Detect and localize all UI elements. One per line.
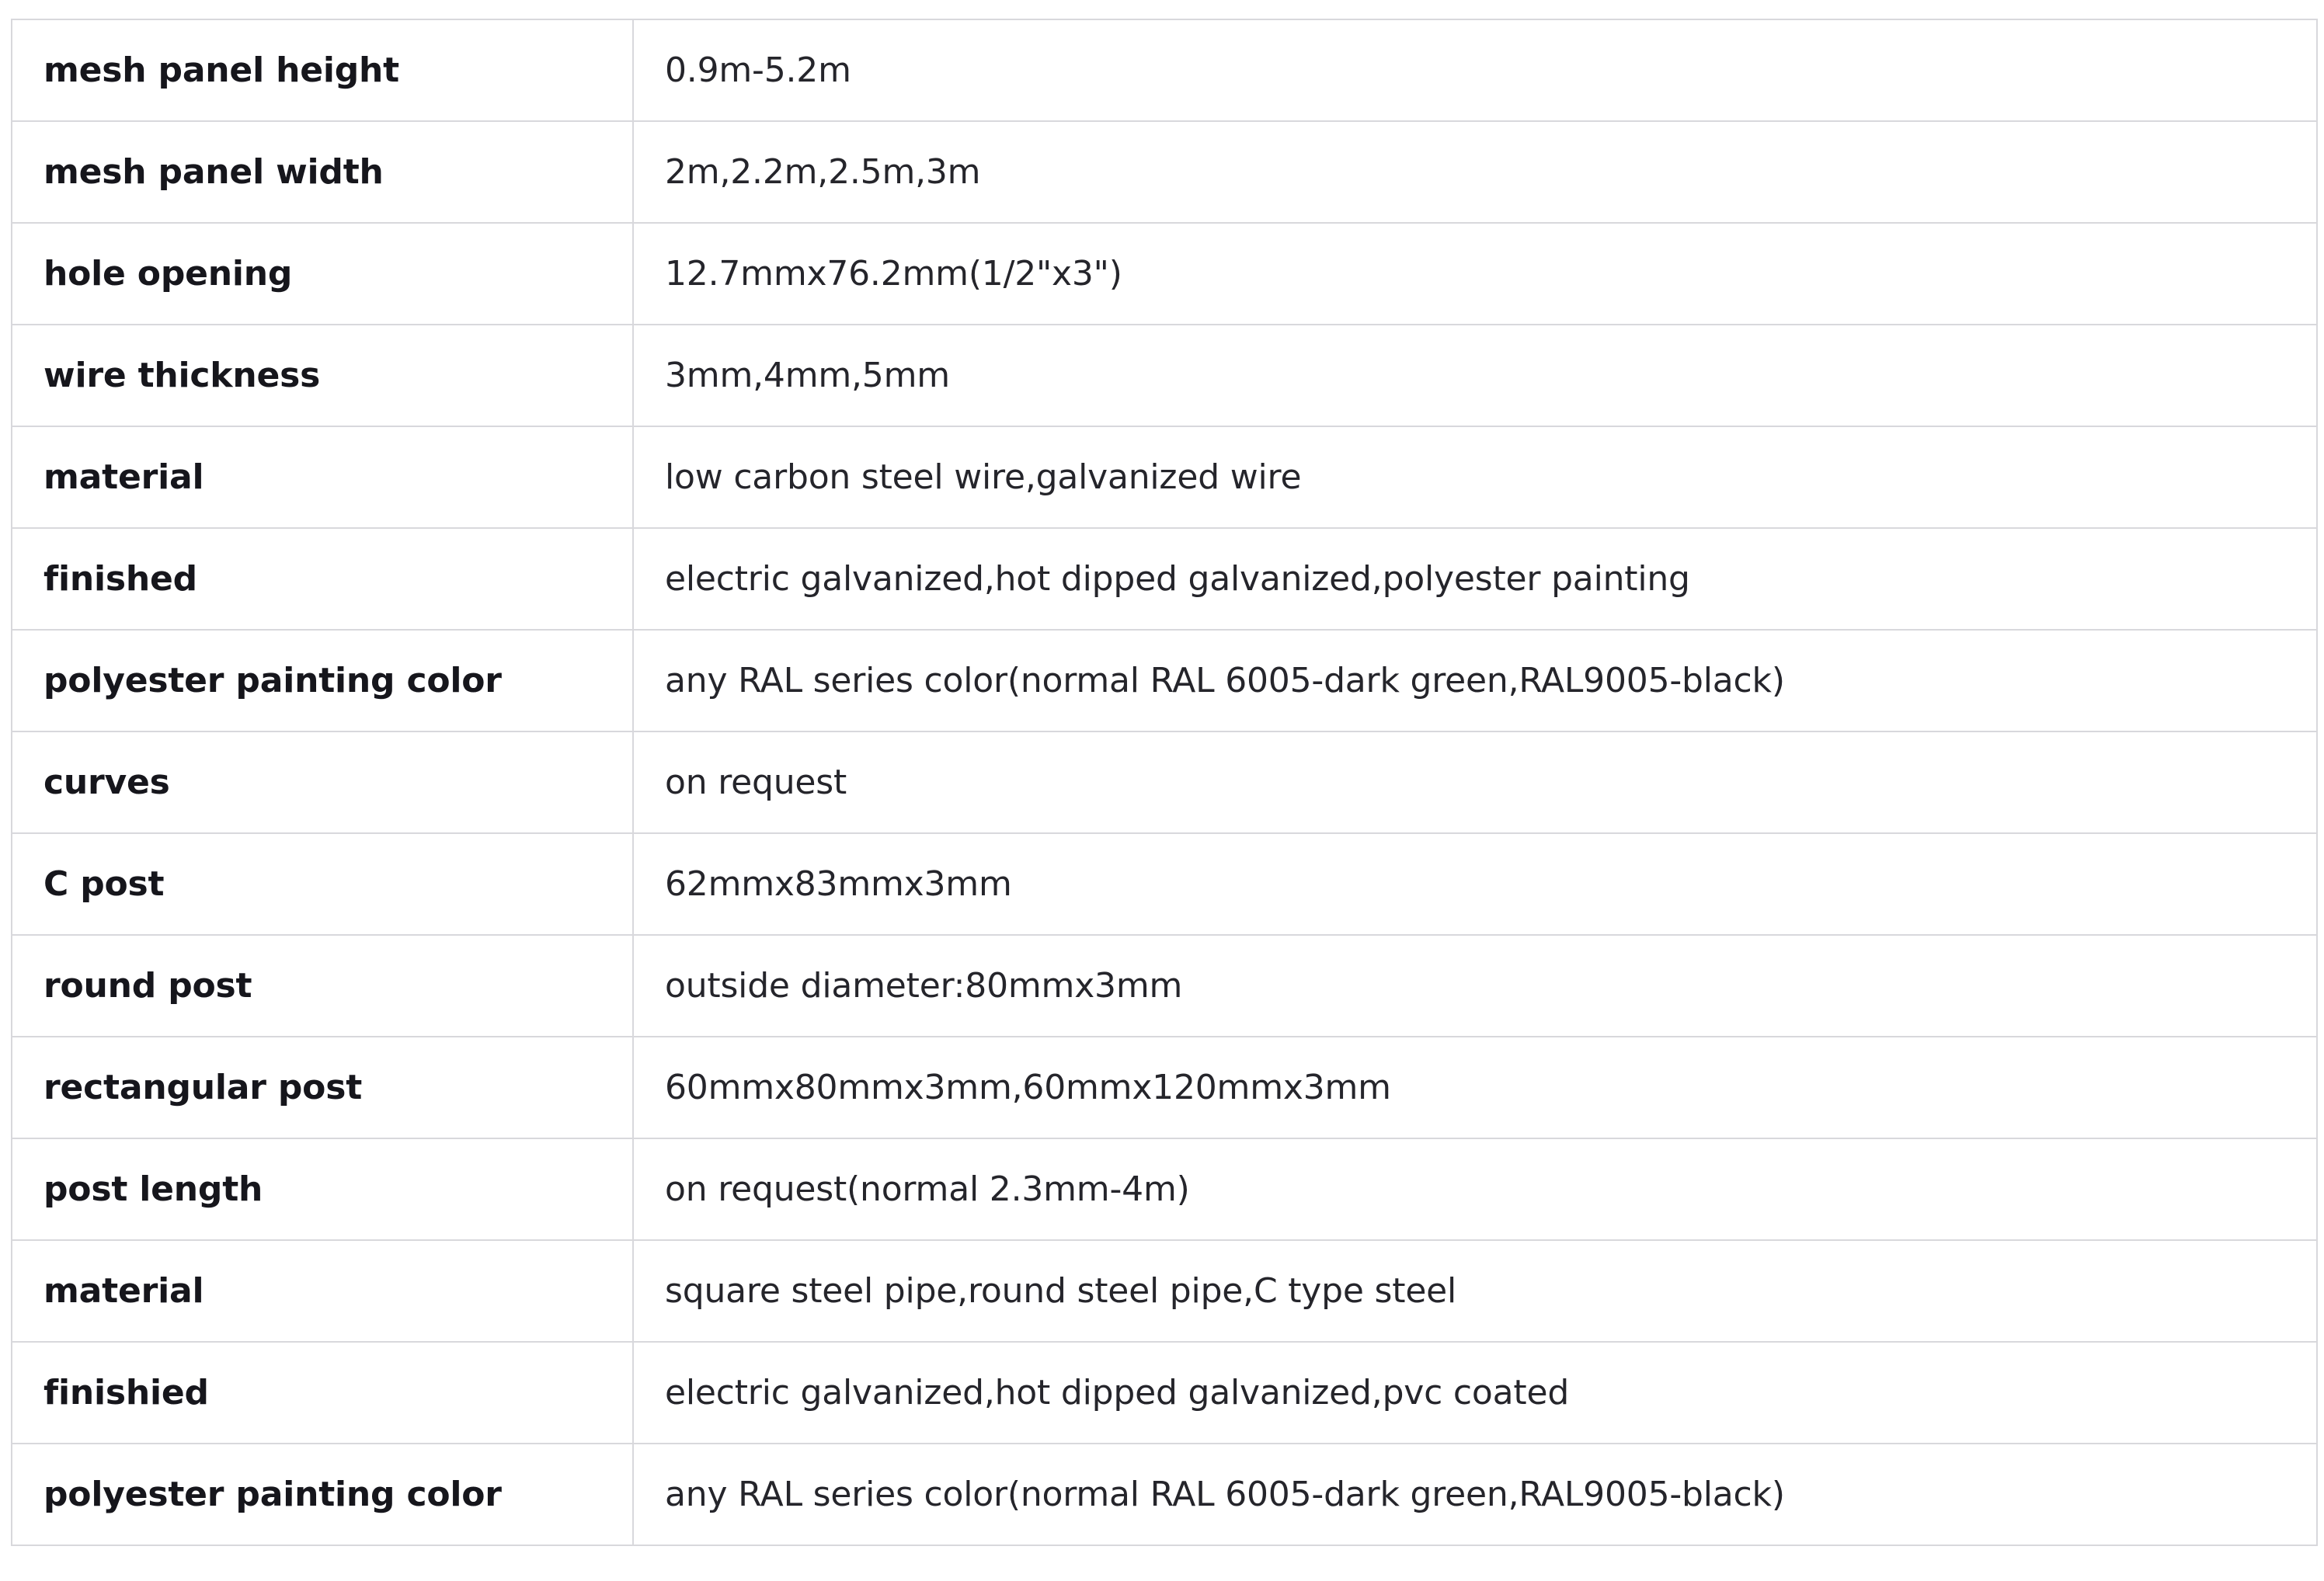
spec-label: curves (12, 731, 633, 833)
specification-table-body (12, 19, 2317, 1545)
specification-table-container (11, 19, 2316, 1546)
table-row (12, 426, 2317, 528)
table-row (12, 1037, 2317, 1138)
spec-label: finishied (12, 1342, 633, 1444)
spec-label: polyester painting color (12, 630, 633, 731)
table-row (12, 1240, 2317, 1342)
page-top-edge (0, 0, 2324, 11)
spec-label: round post (12, 935, 633, 1037)
table-row (12, 630, 2317, 731)
spec-value: 12.7mmx76.2mm(1/2"x3") (633, 223, 2317, 325)
spec-label: polyester painting color (12, 1444, 633, 1545)
table-row (12, 19, 2317, 121)
spec-value: 62mmx83mmx3mm (633, 833, 2317, 935)
spec-value: on request(normal 2.3mm-4m) (633, 1138, 2317, 1240)
spec-label: mesh panel width (12, 121, 633, 223)
spec-value: any RAL series color(normal RAL 6005-dark green,RAL9005-black) (633, 630, 2317, 731)
spec-value: electric galvanized,hot dipped galvanized,polyester painting (633, 528, 2317, 630)
table-row (12, 731, 2317, 833)
spec-value: 0.9m-5.2m (633, 19, 2317, 121)
spec-label: mesh panel height (12, 19, 633, 121)
table-row (12, 833, 2317, 935)
spec-label: C post (12, 833, 633, 935)
spec-label: post length (12, 1138, 633, 1240)
spec-value: square steel pipe,round steel pipe,C type steel (633, 1240, 2317, 1342)
spec-label: finished (12, 528, 633, 630)
spec-label: material (12, 426, 633, 528)
spec-label: wire thickness (12, 325, 633, 426)
page-bottom-edge (0, 1565, 2324, 1581)
spec-value: 3mm,4mm,5mm (633, 325, 2317, 426)
table-row (12, 1444, 2317, 1545)
spec-value: low carbon steel wire,galvanized wire (633, 426, 2317, 528)
spec-value: 60mmx80mmx3mm,60mmx120mmx3mm (633, 1037, 2317, 1138)
spec-label: hole opening (12, 223, 633, 325)
table-row (12, 528, 2317, 630)
specification-table (11, 19, 2318, 1546)
table-row (12, 1342, 2317, 1444)
table-row (12, 325, 2317, 426)
spec-value: 2m,2.2m,2.5m,3m (633, 121, 2317, 223)
spec-value: on request (633, 731, 2317, 833)
table-row (12, 935, 2317, 1037)
table-row (12, 121, 2317, 223)
spec-label: rectangular post (12, 1037, 633, 1138)
spec-value: electric galvanized,hot dipped galvanized,pvc coated (633, 1342, 2317, 1444)
table-row (12, 1138, 2317, 1240)
table-row (12, 223, 2317, 325)
spec-label: material (12, 1240, 633, 1342)
spec-value: any RAL series color(normal RAL 6005-dark green,RAL9005-black) (633, 1444, 2317, 1545)
spec-value: outside diameter:80mmx3mm (633, 935, 2317, 1037)
